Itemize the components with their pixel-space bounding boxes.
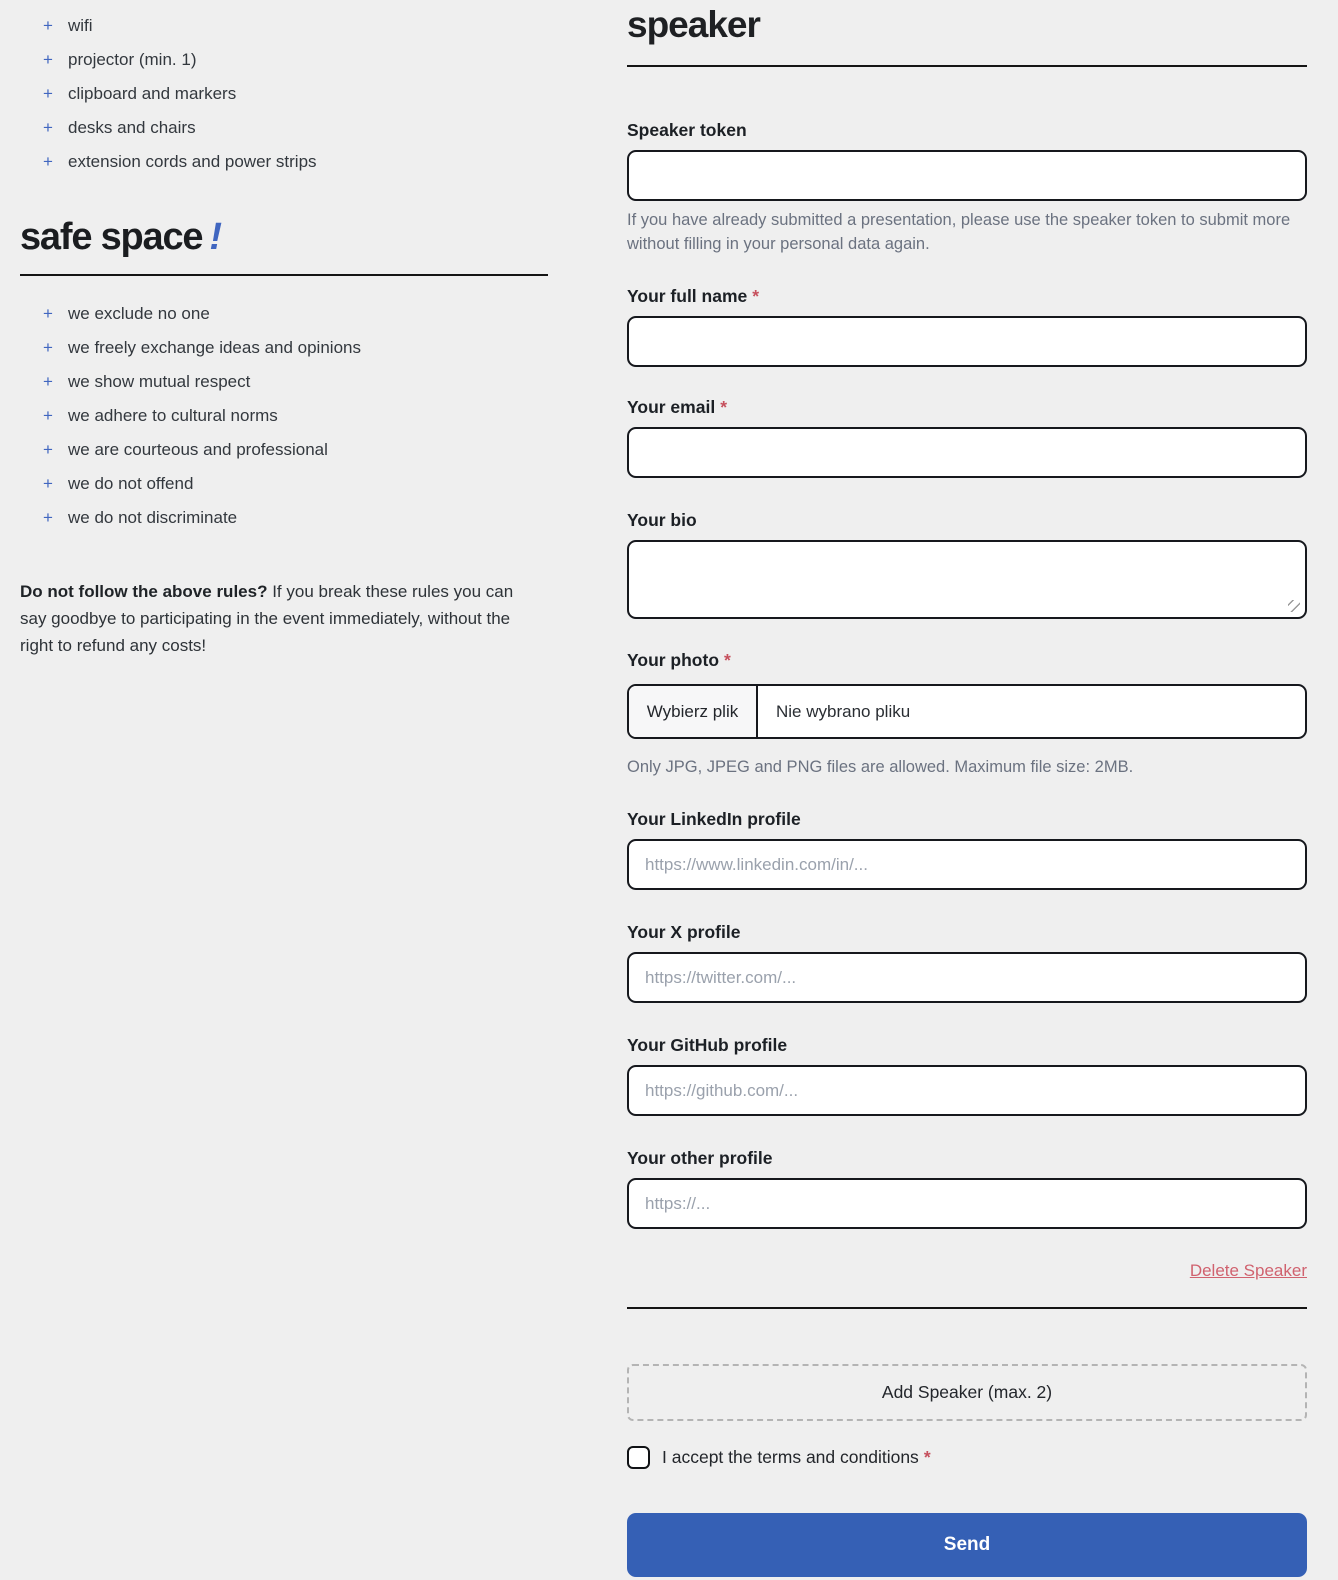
form-title: speaker	[627, 4, 760, 45]
field-x-profile	[627, 919, 1307, 1003]
file-choose-button[interactable]: Wybierz plik	[629, 686, 758, 737]
required-marker: *	[720, 397, 727, 417]
label-text: Your LinkedIn profile	[627, 809, 801, 829]
equipment-item	[41, 77, 548, 111]
plus-bullet-icon: +	[43, 474, 53, 493]
field-other-profile	[627, 1145, 1307, 1229]
rule-item	[41, 433, 548, 467]
x-profile-input[interactable]	[627, 952, 1307, 1003]
equipment-item-label: clipboard and markers	[68, 84, 237, 103]
required-marker: *	[923, 1446, 931, 1467]
equipment-item-label: extension cords and power strips	[68, 152, 317, 171]
plus-bullet-icon: +	[43, 16, 53, 35]
safe-space-rules-list	[20, 297, 548, 535]
bio-textarea[interactable]	[627, 540, 1307, 619]
form-title-divider	[627, 65, 1307, 67]
equipment-item	[41, 43, 548, 77]
email-label	[627, 394, 1307, 420]
required-marker: *	[752, 286, 760, 306]
rule-item-label: we do not discriminate	[68, 508, 238, 527]
github-input[interactable]	[627, 1065, 1307, 1116]
rule-item-label: we exclude no one	[68, 304, 210, 323]
speaker-form	[627, 0, 1307, 1577]
delete-speaker-link[interactable]: Delete Speaker	[1189, 1261, 1307, 1280]
equipment-item-label: wifi	[68, 16, 93, 35]
rule-item	[41, 365, 548, 399]
field-bio	[627, 507, 1307, 619]
rules-warning	[20, 578, 532, 659]
plus-bullet-icon: +	[43, 118, 53, 137]
label-text: Your photo	[627, 650, 720, 670]
rule-item	[41, 331, 548, 365]
equipment-item-label: projector (min. 1)	[68, 50, 197, 69]
github-label	[627, 1032, 1307, 1058]
full-name-label	[627, 283, 1307, 309]
linkedin-input[interactable]	[627, 839, 1307, 890]
info-column	[20, 0, 548, 1577]
plus-bullet-icon: +	[43, 406, 53, 425]
linkedin-label	[627, 806, 1307, 832]
photo-label	[627, 647, 1307, 673]
speaker-token-label	[627, 117, 1307, 143]
field-linkedin	[627, 806, 1307, 890]
other-profile-label	[627, 1145, 1307, 1171]
equipment-item	[41, 111, 548, 145]
rule-item-label: we do not offend	[68, 474, 194, 493]
other-profile-input[interactable]	[627, 1178, 1307, 1229]
field-email	[627, 394, 1307, 478]
bio-label	[627, 507, 1307, 533]
label-text: Your X profile	[627, 922, 741, 942]
terms-checkbox[interactable]	[627, 1446, 650, 1469]
terms-label	[662, 1447, 931, 1468]
label-text: Your bio	[627, 510, 697, 530]
rule-item	[41, 467, 548, 501]
exclamation-mark: !	[209, 216, 221, 258]
plus-bullet-icon: +	[43, 508, 53, 527]
terms-row	[627, 1445, 1307, 1469]
equipment-item-label: desks and chairs	[68, 118, 196, 137]
field-photo	[627, 647, 1307, 779]
label-text: Your other profile	[627, 1148, 773, 1168]
delete-speaker-row	[627, 1261, 1307, 1283]
plus-bullet-icon: +	[43, 50, 53, 69]
rule-item-label: we are courteous and professional	[68, 440, 328, 459]
speaker-token-input[interactable]	[627, 150, 1307, 201]
bio-textarea-wrap	[627, 540, 1307, 619]
label-text: I accept the terms and conditions	[662, 1446, 919, 1467]
speaker-token-helper: If you have already submitted a presentation, please use the speaker token to submit more without filling in your personal data again.	[627, 211, 1291, 253]
rule-item-label: we adhere to cultural norms	[68, 406, 278, 425]
equipment-item	[41, 9, 548, 43]
plus-bullet-icon: +	[43, 152, 53, 171]
rule-item	[41, 297, 548, 331]
field-full-name	[627, 283, 1307, 367]
full-name-input[interactable]	[627, 316, 1307, 367]
add-speaker-button[interactable]: Add Speaker (max. 2)	[627, 1364, 1307, 1421]
plus-bullet-icon: +	[43, 338, 53, 357]
plus-bullet-icon: +	[43, 372, 53, 391]
rule-item	[41, 399, 548, 433]
photo-helper: Only JPG, JPEG and PNG files are allowed. Maximum file size: 2MB.	[627, 758, 1134, 776]
label-text: Your GitHub profile	[627, 1035, 788, 1055]
rule-item	[41, 501, 548, 535]
form-bottom-divider	[627, 1307, 1307, 1309]
photo-file-input[interactable]	[627, 684, 1307, 739]
rule-item-label: we freely exchange ideas and opinions	[68, 338, 361, 357]
file-status-text: Nie wybrano pliku	[776, 701, 911, 721]
email-input[interactable]	[627, 427, 1307, 478]
equipment-item	[41, 145, 548, 179]
section-divider	[20, 274, 548, 276]
safe-space-title: safe space	[20, 216, 203, 258]
label-text: Speaker token	[627, 120, 747, 140]
plus-bullet-icon: +	[43, 440, 53, 459]
label-text: Your full name	[627, 286, 748, 306]
warning-lead: Do not follow the above rules?	[20, 582, 268, 601]
label-text: Your email	[627, 397, 716, 417]
equipment-list	[20, 9, 548, 179]
warning-text: If you break these rules you can say goodbye to participating in the event immediately, without the right to refund any costs!	[20, 582, 514, 655]
required-marker: *	[724, 650, 731, 670]
plus-bullet-icon: +	[43, 304, 53, 323]
x-profile-label	[627, 919, 1307, 945]
plus-bullet-icon: +	[43, 84, 53, 103]
safe-space-heading	[20, 217, 548, 257]
rule-item-label: we show mutual respect	[68, 372, 251, 391]
field-speaker-token	[627, 117, 1307, 256]
send-button[interactable]: Send	[627, 1513, 1307, 1577]
field-github	[627, 1032, 1307, 1116]
